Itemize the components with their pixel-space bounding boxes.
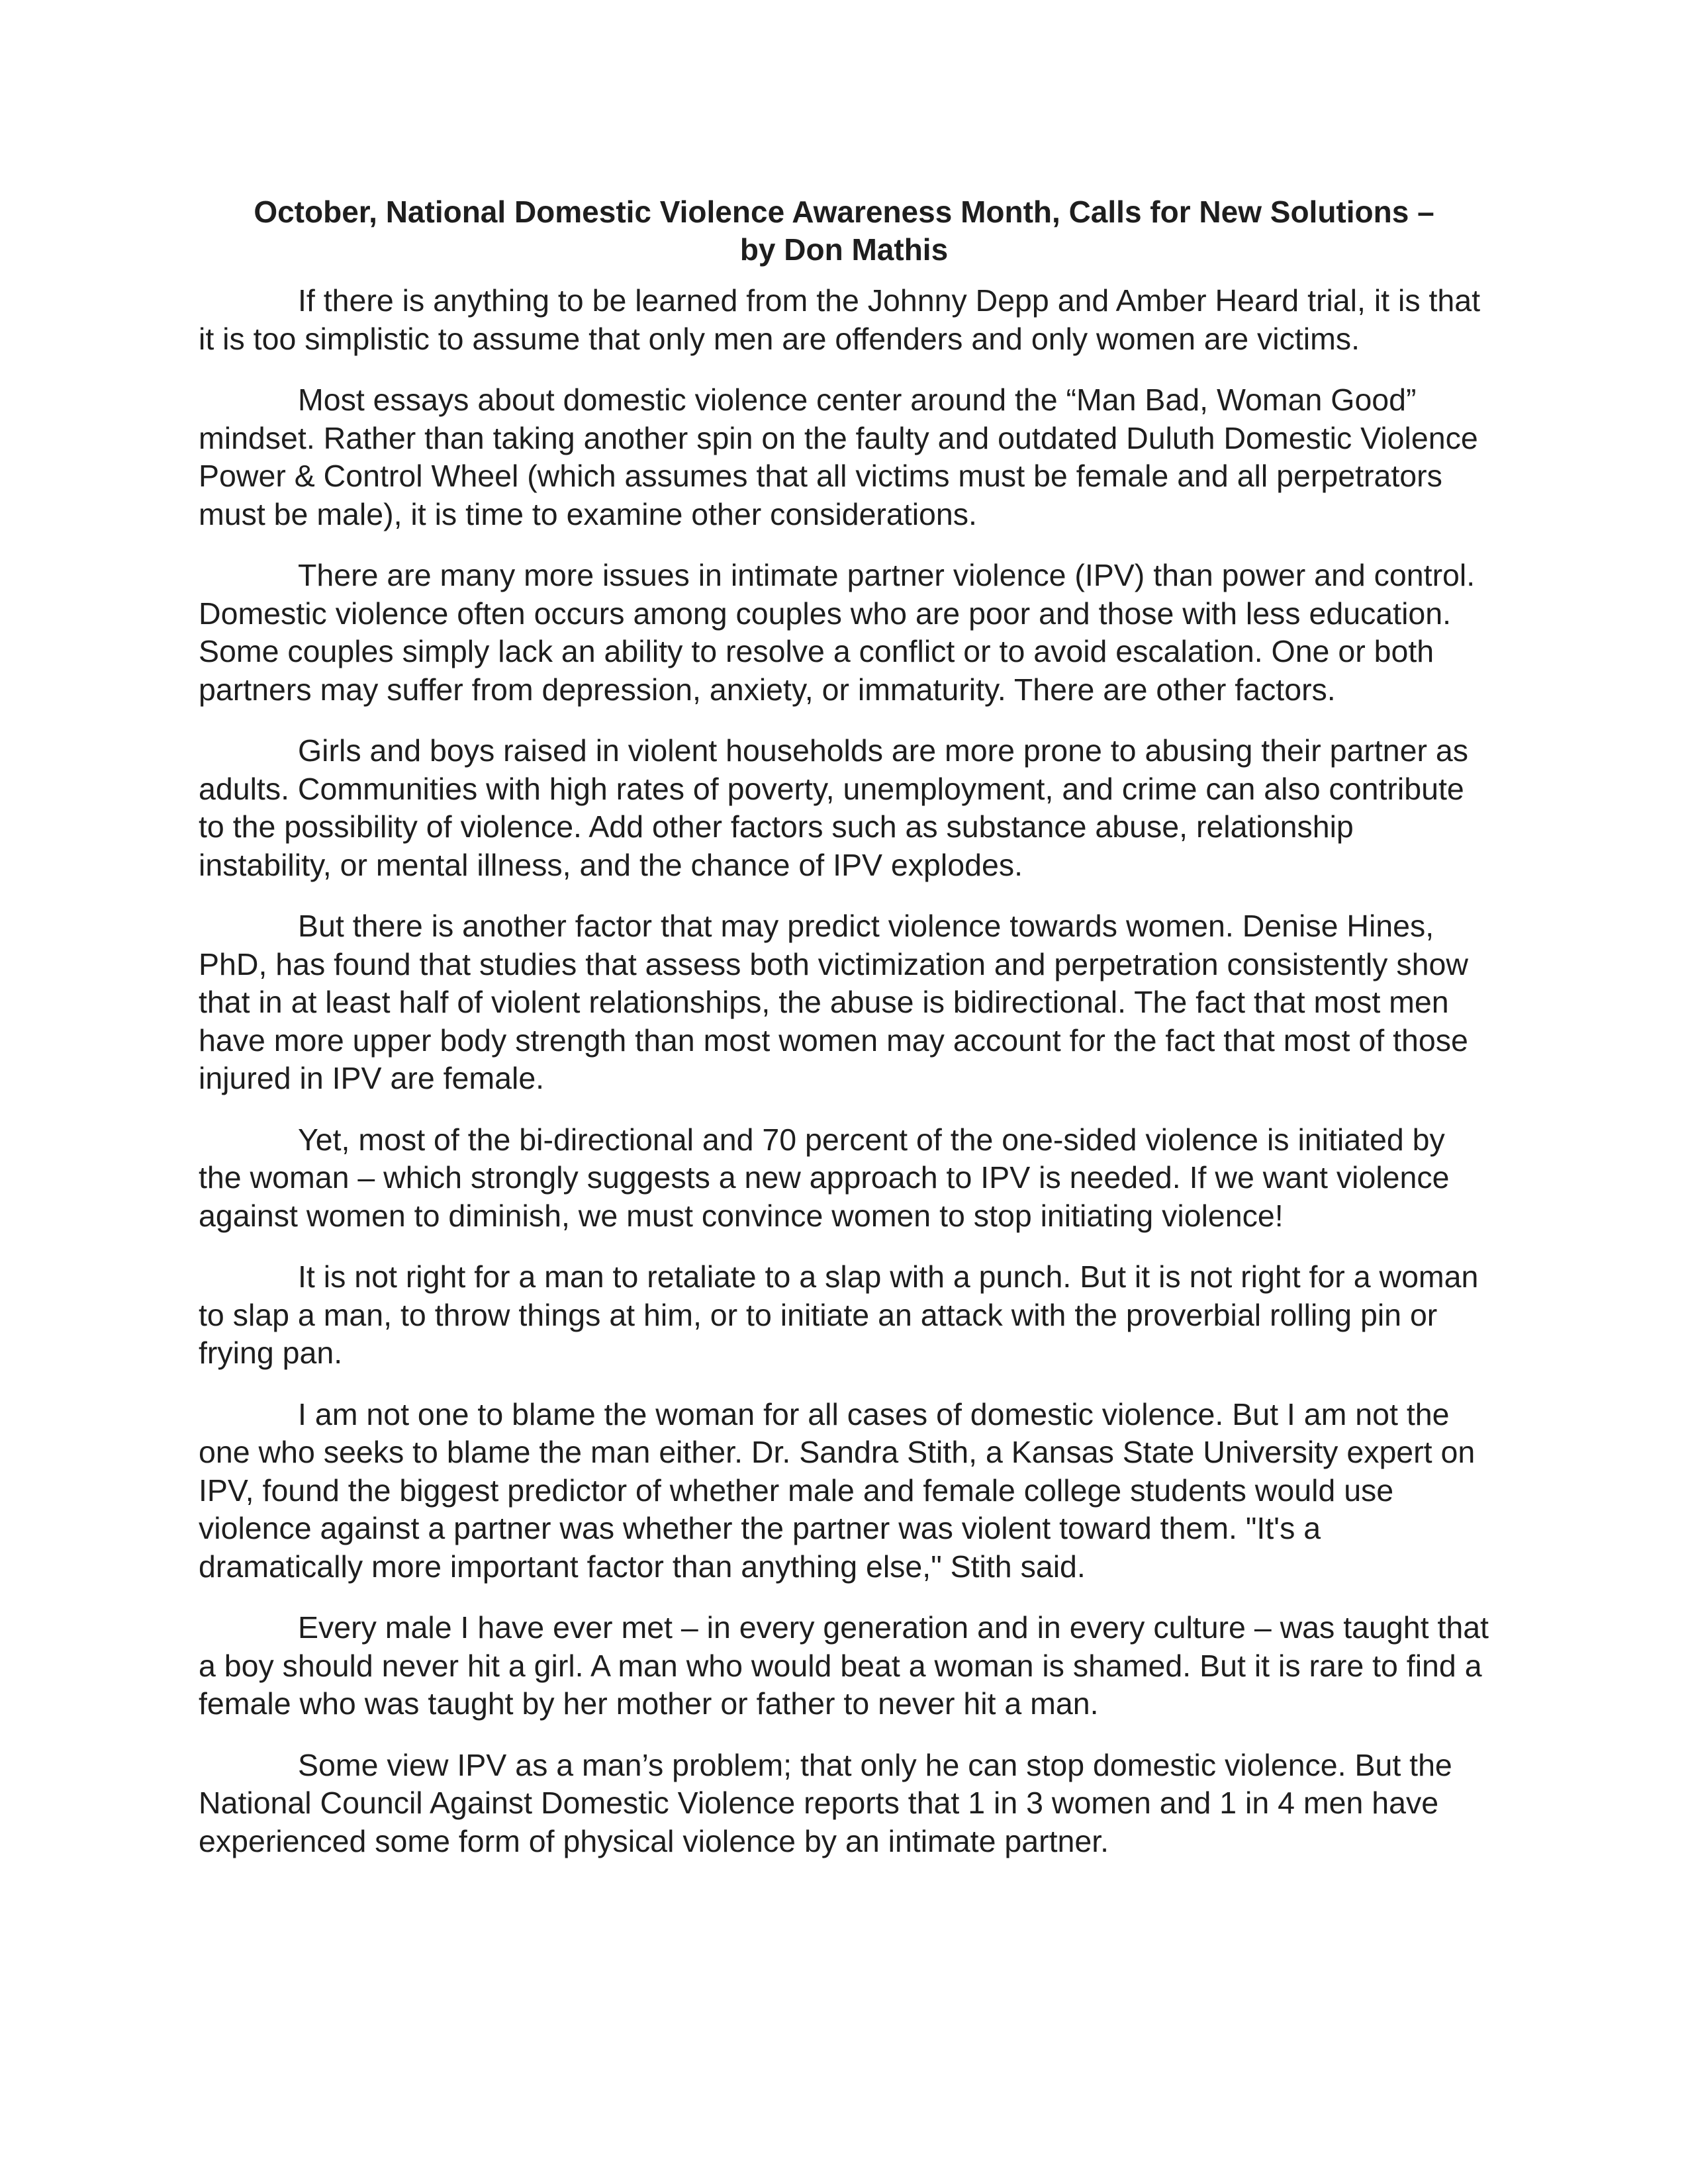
paragraph-9: Every male I have ever met – in every generation and in every culture – was taught that a boy should never hit a girl. A man who would beat a woman is shamed. But it is rare to find a female who was taught by her mother or father to never hit a man. <box>199 1610 1489 1721</box>
document-title <box>199 193 1489 269</box>
document-title-line-1: October, National Domestic Violence Awareness Month, Calls for New Solutions – <box>254 195 1434 229</box>
paragraph-10: Some view IPV as a man’s problem; that only he can stop domestic violence. But the National Council Against Domestic Violence reports that 1 in 3 women and 1 in 4 men have experienced some form of physical violence by an intimate partner. <box>199 1747 1452 1858</box>
paragraph-4: Girls and boys raised in violent households are more prone to abusing their partner as adults. Communities with high rates of poverty, unemployment, and crime can also contribute to the possibility of violence. Add other factors such as substance abuse, relationship instability, or mental illness, and the chance of IPV explodes. <box>199 733 1468 882</box>
paragraph-2: Most essays about domestic violence center around the “Man Bad, Woman Good” mindset. Rather than taking another spin on the faulty and outdated Duluth Domestic Violence Power & Control Wheel (which assumes that all victims must be female and all perpetrators must be male), it is time to examine other considerations. <box>199 383 1478 531</box>
document-page <box>199 193 1489 1884</box>
paragraph-6: Yet, most of the bi-directional and 70 percent of the one-sided violence is initiated by the woman – which strongly suggests a new approach to IPV is needed. If we want violence against women to diminish, we must convince women to stop initiating violence! <box>199 1122 1450 1233</box>
paragraph-7: It is not right for a man to retaliate to a slap with a punch. But it is not right for a woman to slap a man, to throw things at him, or to initiate an attack with the proverbial rolling pin or frying pan. <box>199 1259 1479 1370</box>
paragraph-5: But there is another factor that may predict violence towards women. Denise Hines, PhD, has found that studies that assess both victimization and perpetration consistently show that in at least half of violent relationships, the abuse is bidirectional. The fact that most men have more upper body strength than most women may account for the fact that most of those injured in IPV are female. <box>199 909 1468 1095</box>
paragraph-8: I am not one to blame the woman for all cases of domestic violence. But I am not the one who seeks to blame the man either. Dr. Sandra Stith, a Kansas State University expert on IPV, found the biggest predictor of whether male and female college students would use violence against a partner was whether the partner was violent toward them. "It's a dramatically more important factor than anything else," Stith said. <box>199 1396 1476 1584</box>
document-title-line-2: by Don Mathis <box>739 232 949 267</box>
paragraph-1: If there is anything to be learned from the Johnny Depp and Amber Heard trial, it is that it is too simplistic to assume that only men are offenders and only women are victims. <box>199 283 1481 356</box>
paragraph-3: There are many more issues in intimate partner violence (IPV) than power and control. Domestic violence often occurs among couples who are poor and those with less education. Some couples simply lack an ability to resolve a conflict or to avoid escalation. One or both partners may suffer from depression, anxiety, or immaturity. There are other factors. <box>199 558 1476 707</box>
